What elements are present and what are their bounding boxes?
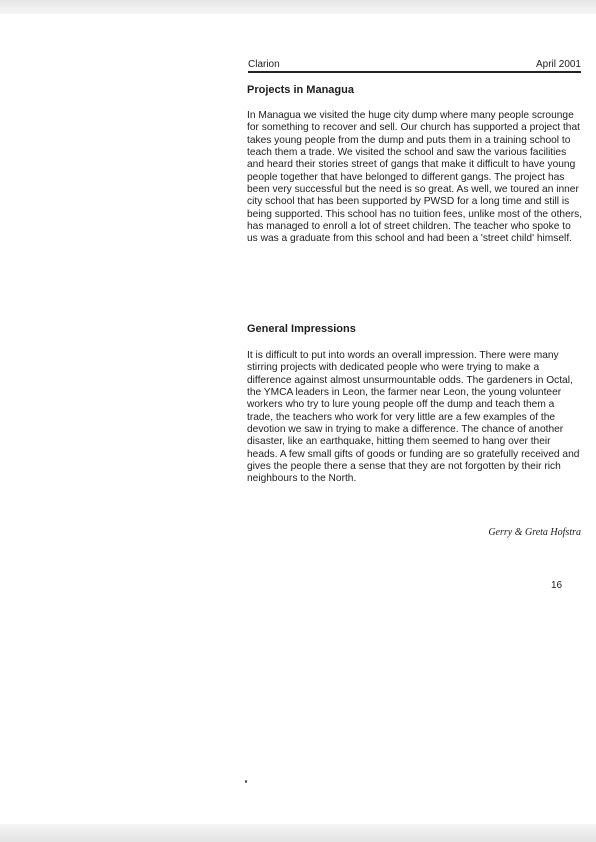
section-body-projects: In Managua we visited the huge city dump where many people scrounge for something to recover and sell. Our church has supported a project that takes young people from the dump and puts them in a training school to teach them a trade. We visited the school and saw the various facilities and heard their stories street of gangs that make it difficult to have young people together that have belonged to different gangs. The project has been very successful but the need is so great. As well, we toured an inner city school that has been supported by PWSD for a long time and still is being supported. This school has no tuition fees, unlike most of the others, has managed to enroll a lot of street children. The teacher who spoke to us was a graduate from this school and had been a 'street child' himself. [247, 110, 583, 245]
scan-shadow-top [0, 0, 596, 14]
section-body-impressions: It is difficult to put into words an overall impression. There were many stirring projects with dedicated people who were trying to make a difference against almost unsurmountable odds. The gardeners in Octal, the YMCA leaders in Leon, the farmer near Leon, the young volunteer workers who try to lure young people off the dump and teach them a trade, the teachers who work for very little are a few examples of the devotion we saw in trying to make a difference. The chance of another disaster, like an earthquake, hitting them seemed to hang over their heads. A few small gifts of goods or funding are so gratefully received and gives the people there a sense that they are not forgotten by their rich neighbours to the North. [247, 350, 580, 485]
scan-speck [245, 780, 247, 783]
scan-shadow-bottom [0, 824, 596, 842]
section-heading-impressions: General Impressions [247, 323, 356, 335]
header-rule [248, 71, 581, 73]
page-number: 16 [551, 580, 563, 591]
section-heading-projects: Projects in Managua [247, 84, 354, 96]
publication-name: Clarion [248, 59, 280, 70]
author-signature: Gerry & Greta Hofstra [488, 527, 581, 538]
issue-date: April 2001 [535, 59, 581, 70]
running-header [248, 58, 581, 72]
